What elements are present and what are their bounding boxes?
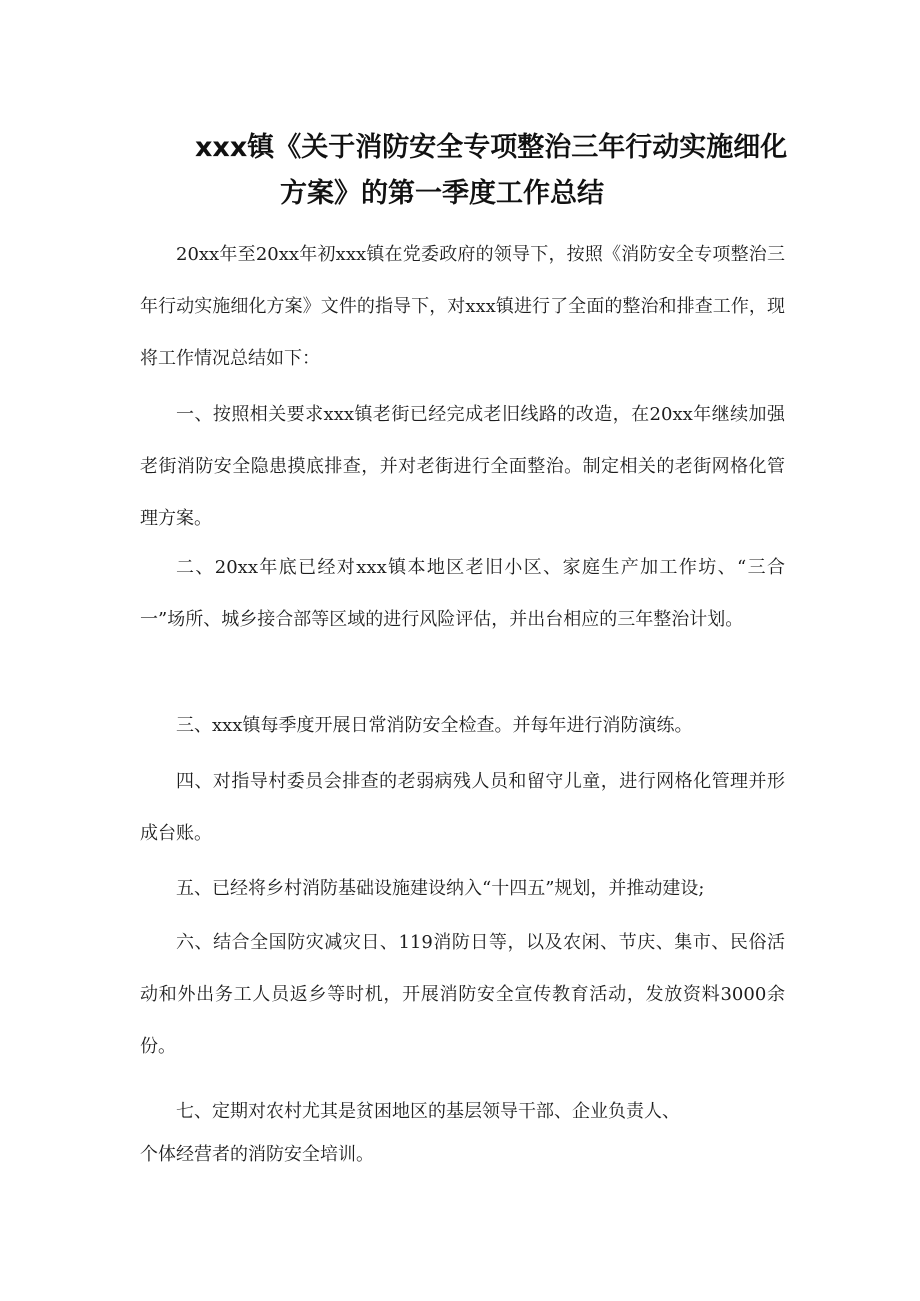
intro-paragraph: 20xx年至20xx年初xxx镇在党委政府的领导下，按照《消防安全专项整治三年行动实施细化方案》文件的指导下，对xxx镇进行了全面的整治和排查工作，现将工作情况总结如下： [140, 244, 785, 369]
summary-item-5: 五、已经将乡村消防基础设施建设纳入“十四五”规划，并推动建设; [176, 878, 705, 899]
document-title-line-1: xxx镇《关于消防安全专项整治三年行动实施细化 [195, 132, 788, 163]
summary-item-7: 七、定期对农村尤其是贫困地区的基层领导干部、企业负责人、 [176, 1101, 680, 1122]
summary-item-2: 二、20xx年底已经对xxx镇本地区老旧小区、家庭生产加工作坊、“三合一”场所、城乡接合部等区域的进行风险评估，并出台相应的三年整治计划。 [140, 557, 785, 630]
summary-item-4: 四、对指导村委员会排查的老弱病残人员和留守儿童，进行网格化管理并形成台账。 [140, 771, 785, 844]
summary-item-3: 三、xxx镇每季度开展日常消防安全检查。并每年进行消防演练。 [176, 715, 693, 736]
summary-item-7-continued: 个体经营者的消防安全培训。 [140, 1144, 374, 1165]
summary-item-6: 六、结合全国防灾减灾日、119消防日等，以及农闲、节庆、集市、民俗活动和外出务工人员返乡等时机，开展消防安全宣传教育活动，发放资料3000余份。 [140, 932, 785, 1057]
document-title-line-2: 方案》的第一季度工作总结 [280, 178, 604, 209]
summary-item-1: 一、按照相关要求xxx镇老街已经完成老旧线路的改造，在20xx年继续加强老街消防安全隐患摸底排查，并对老街进行全面整治。制定相关的老街网格化管理方案。 [140, 404, 785, 529]
